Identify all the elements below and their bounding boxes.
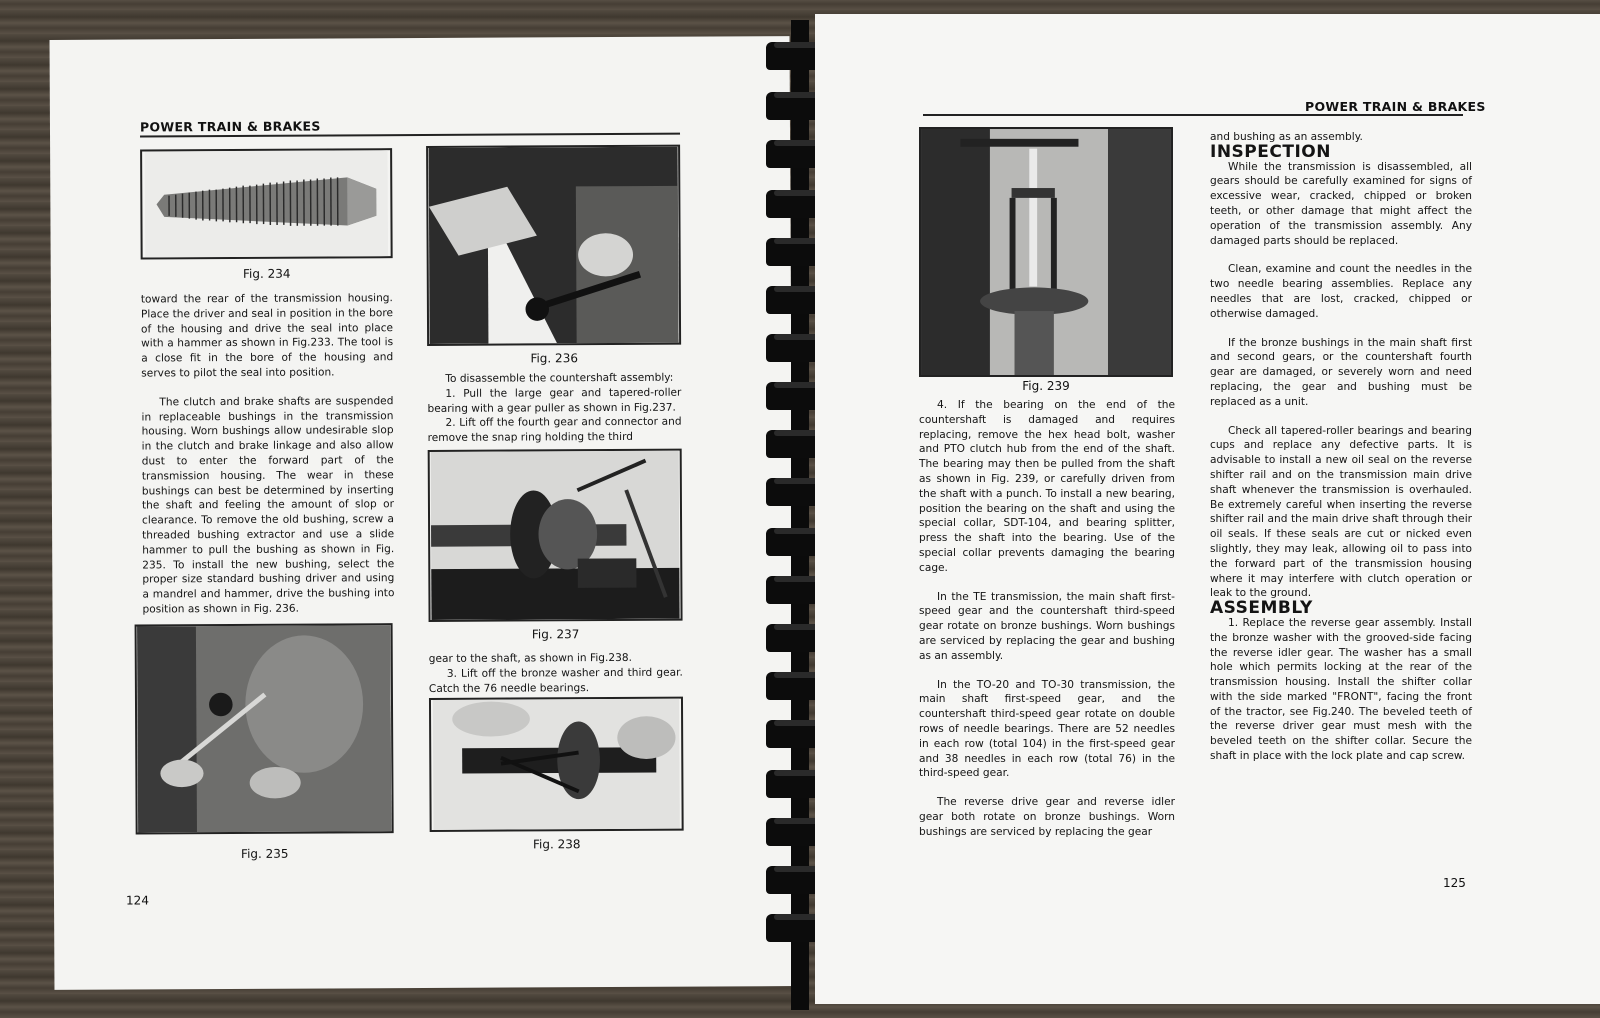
section-heading-assembly: ASSEMBLY [1210, 598, 1313, 619]
figure-239 [919, 127, 1173, 377]
gear-puller-photo [430, 451, 681, 620]
snap-ring-pliers-photo [431, 699, 682, 830]
figure-239-caption: Fig. 239 [1022, 379, 1070, 393]
tapered-tool-image [142, 150, 391, 257]
binding-spine [791, 20, 809, 1010]
paragraph: Check all tapered-roller bearings and bearing cups and replace any defective parts. It is advisable to install a new oil seal on the reverse shifter rail and on the transmission main drive shaft whenever the transmission is overhauled. Be extremely careful when inserting the reverse shifter rail and the main drive shaft through their oil seals. If these seals are cut or nicked even slightly, they may leak, allowing oil to pass into the forward part of the transmission housing where it may interfere with clutch operation or leak to the ground. [1210, 424, 1472, 600]
page-header: POWER TRAIN & BRAKES [139, 118, 321, 135]
left-page [50, 36, 795, 990]
paragraph: While the transmission is disassembled, all gears should be carefully examined for signs of excessive wear, cracked, chipped or broken teeth, or other damage that might affect the operation of the transmission assembly. Any damaged parts should be replaced. [1210, 160, 1472, 247]
paragraph: To disassemble the countershaft assembly: [445, 371, 674, 385]
right-column-2-text [1210, 130, 1472, 764]
bushing-driver-photo [428, 147, 679, 344]
list-item: 2. Lift off the fourth gear and connector and remove the snap ring holding the third [427, 416, 682, 445]
paragraph: In the TE transmission, the main shaft first-speed gear and the countershaft third-speed gear rotate on bronze bushings. Worn bushings are serviced by replacing the gear and bushing as an assembly. [919, 590, 1175, 662]
list-item: 3. Lift off the bronze washer and third gear. Catch the 76 needle bearings. [428, 666, 683, 695]
right-column-1-text [919, 398, 1175, 840]
left-column-2-text-b [429, 651, 683, 697]
paragraph: If the bronze bushings in the main shaft first and second gears, or the countershaft fourth gear are damaged, or severely worn and need replacing, the gear and bushing must be replaced as a unit. [1210, 336, 1472, 408]
list-item: 4. If the bearing on the end of the countershaft is damaged and requires replacing, remove the hex head bolt, washer and PTO clutch hub from the end of the shaft. The bearing may then be pulled from the shaft as shown in Fig. 239, or carefully driven from the shaft with a punch. To install a new bearing, position the bearing on the shaft and using the special collar, SDT-104, and bearing splitter, press the shaft into the bearing. Use of the special collar prevents damaging the bearing cage. [919, 399, 1175, 574]
right-page [815, 14, 1600, 1004]
figure-236-caption: Fig. 236 [530, 351, 578, 366]
figure-236 [426, 145, 681, 346]
page-number: 125 [1443, 876, 1466, 890]
paragraph: The clutch and brake shafts are suspended in replaceable bushings in the transmission housing. Worn bushings allow undesirable slop in the clutch and brake linkage and also allow dust to enter the forward part of the transmission housing. The wear in these bushings can best be determined by inserting the shaft and feeling the amount of slop or clearance. To remove the old bushing, screw a threaded bushing extractor and use a slide hammer to pull the bushing as shown in Fig. 235. To install the new bushing, select the proper size standard bushing driver and using a mandrel and hammer, drive the bushing into position as shown in Fig. 236. [141, 394, 395, 616]
header-rule [923, 114, 1463, 116]
paragraph: and bushing as an assembly. [1210, 131, 1363, 143]
bearing-press-photo [921, 129, 1171, 375]
figure-237 [428, 449, 683, 622]
figure-235 [135, 623, 394, 834]
list-item: 1. Pull the large gear and tapered-roller bearing with a gear puller as shown in Fig.237. [427, 386, 682, 415]
figure-238 [429, 697, 684, 832]
figure-238-caption: Fig. 238 [532, 837, 581, 852]
paragraph: toward the rear of the transmission housing. Place the driver and seal in position in the bore of the housing and drive the seal into place with a hammer as shown in Fig.233. The tool is a close fit in the bore of the housing and serves to pilot the seal into position. [140, 292, 394, 380]
page-number: 124 [125, 893, 149, 908]
figure-235-caption: Fig. 235 [240, 846, 289, 861]
paragraph: Clean, examine and count the needles in the two needle bearing assemblies. Replace any needles that are lost, cracked, chipped or otherwise damaged. [1210, 263, 1472, 320]
figure-234-caption: Fig. 234 [242, 266, 291, 281]
paragraph: The reverse drive gear and reverse idler gear both rotate on bronze bushings. Worn bushings are serviced by replacing the gear [919, 796, 1175, 838]
figure-237-caption: Fig. 237 [531, 627, 580, 642]
figure-234 [140, 148, 393, 259]
paragraph: gear to the shaft, as shown in Fig.238. [428, 651, 632, 665]
page-header: POWER TRAIN & BRAKES [1305, 99, 1486, 114]
slide-hammer-photo [137, 625, 392, 832]
left-column-2-text-a [427, 371, 681, 446]
left-column-1-text [141, 291, 395, 617]
section-heading-inspection: INSPECTION [1210, 141, 1331, 162]
paragraph: In the TO-20 and TO-30 transmission, the main shaft first-speed gear, and the countershaft third-speed gear rotate on double rows of needle bearings. There are 52 needles in each row (total 104) in the first-speed gear and 38 needles in each row (total 76) in the third-speed gear. [919, 678, 1175, 780]
list-item: 1. Replace the reverse gear assembly. Install the bronze washer with the grooved-side facing the reverse idler gear. The washer has a small hole which permits locking at the rear of the transmission housing. Install the shifter collar with the side marked "FRONT", facing the front of the tractor, see Fig.240. The beveled teeth of the reverse driver gear must mesh with the beveled teeth on the shifter collar. Secure the shaft in place with the lock plate and cap screw. [1210, 616, 1472, 763]
